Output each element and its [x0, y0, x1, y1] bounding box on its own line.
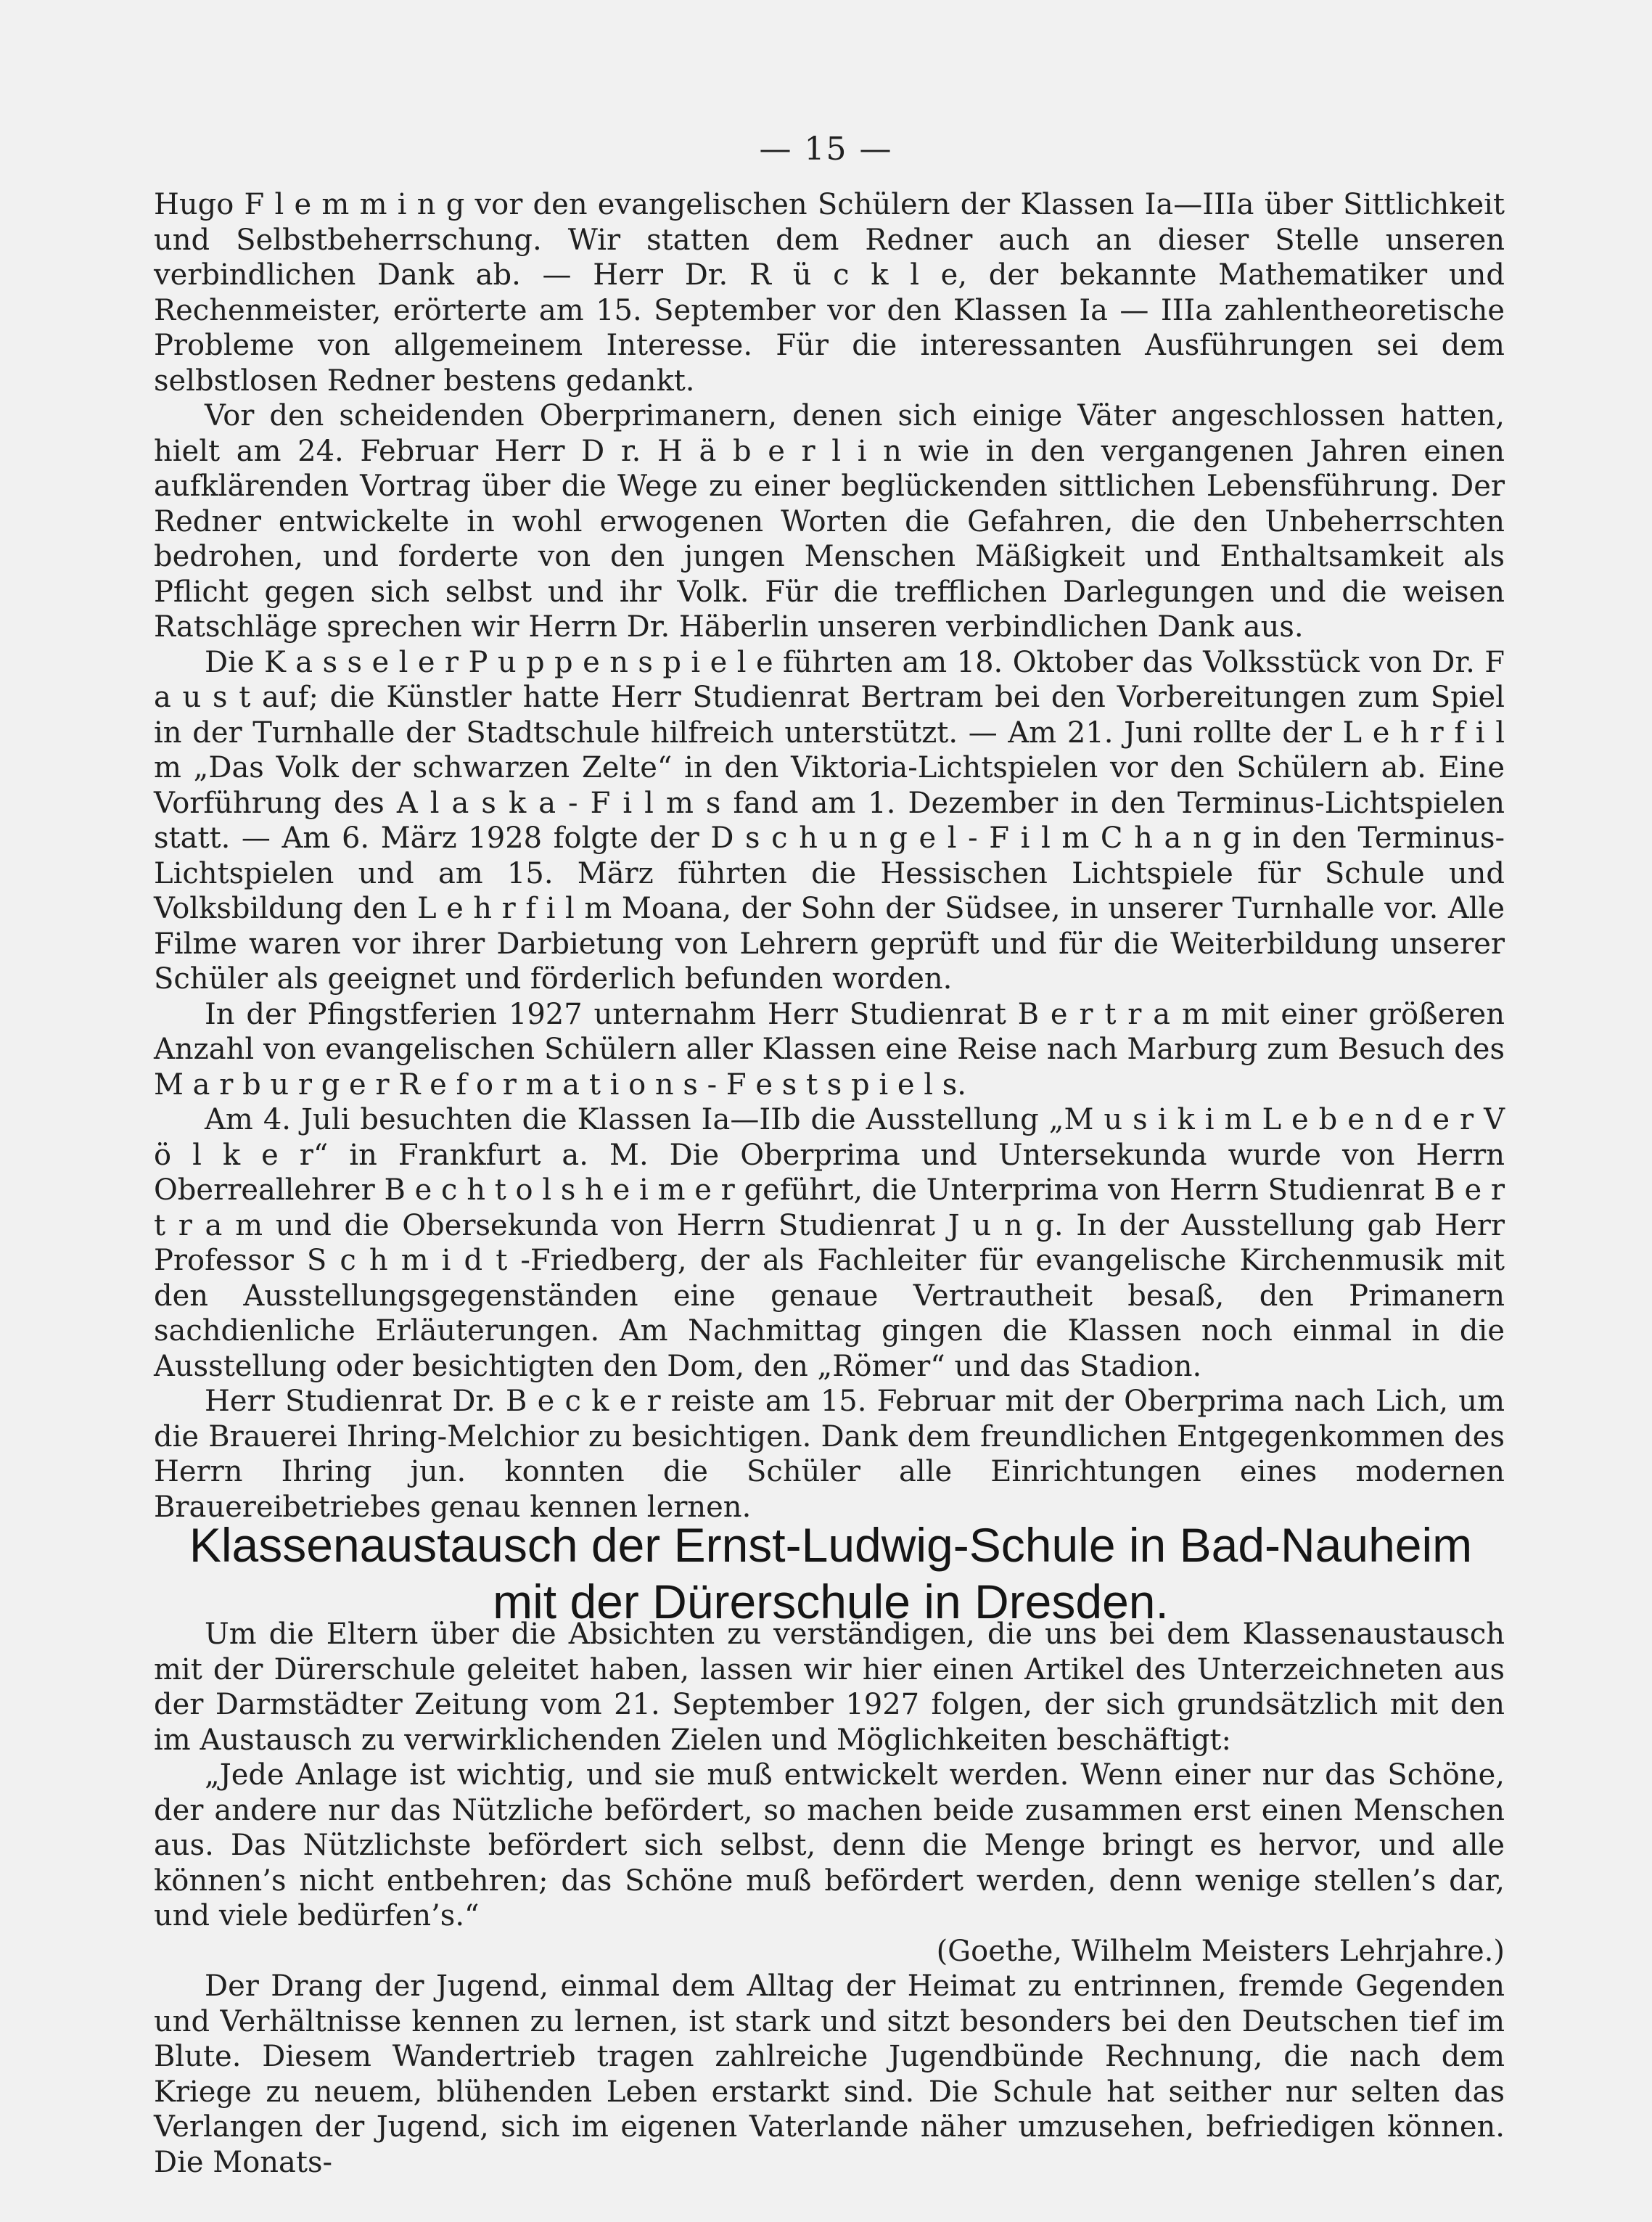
paragraph-lectures: Hugo F l e m m i n g vor den evangelischen Schülern der Klassen Ia—IIIa über Sittlichkeit und Selbstbeherrschung. Wir statten dem Redner auch an dieser Stelle unseren verbindlichen Dank ab. — Herr Dr. R ü c k l e, der bekannte Mathematiker und Rechenmeister, erörterte am 15. September vor den Klassen Ia — IIIa zahlentheoretische Probleme von allgemeinem Interesse. Für die interessanten Ausführungen sei dem selbstlosen Redner bestens gedankt. [154, 188, 1505, 398]
section-heading: Klassenaustausch der Ernst-Ludwig-Schule in Bad-Nauheim mit der Dürerschule in Dresden. [189, 1517, 1473, 1628]
section-two-text [154, 1617, 1505, 2180]
section-one-text [154, 187, 1505, 1525]
paragraph-haeberlin: Vor den scheidenden Oberprimanern, denen sich einige Väter angeschlossen hatten, hielt am 24. Februar Herr D r. H ä b e r l i n wie in den vergangenen Jahren einen aufklärenden Vortrag über die Wege zu einer beglückenden sittlichen Lebensführung. Der Redner entwickelte in wohl erwogenen Worten die Gefahren, die den Unbeherrschten bedrohen, und forderte von den jungen Menschen Mäßigkeit und Enthaltsamkeit als Pflicht gegen sich selbst und ihr Volk. Für die trefflichen Darlegungen und die weisen Ratschläge sprechen wir Herrn Dr. Häberlin unseren verbindlichen Dank aus. [154, 399, 1505, 644]
paragraph-films: Die K a s s e l e r P u p p e n s p i e l e führten am 18. Oktober das Volksstück von Dr. F a u s t auf; die Künstler hatte Herr Studienrat Bertram bei den Vorbereitungen zum Spiel in der Turnhalle der Stadtschule hilfreich unterstützt. — Am 21. Juni rollte der L e h r f i l m „Das Volk der schwarzen Zelte“ in den Viktoria-Lichtspielen vor den Schülern ab. Eine Vorführung des A l a s k a - F i l m s fand am 1. Dezember in den Terminus-Lichtspielen statt. — Am 6. März 1928 folgte der D s c h u n g e l - F i l m C h a n g in den Terminus-Lichtspielen und am 15. März führten die Hessischen Lichtspiele für Schule und Volksbildung den L e h r f i l m Moana, der Sohn der Südsee, in unserer Turnhalle vor. Alle Filme waren vor ihrer Darbietung von Lehrern geprüft und für die Weiterbildung unserer Schüler als geeignet und förderlich befunden worden. [154, 645, 1505, 996]
paragraph-brewery: Herr Studienrat Dr. B e c k e r reiste am 15. Februar mit der Oberprima nach Lich, um die Brauerei Ihring-Melchior zu besichtigen. Dank dem freundlichen Entgegenkommen des Herrn Ihring jun. konnten die Schüler alle Einrichtungen eines modernen Brauereibetriebes genau kennen lernen. [154, 1385, 1505, 1524]
paragraph-intro: Um die Eltern über die Absichten zu verständigen, die uns bei dem Klassenaustausch mit der Dürerschule geleitet haben, lassen wir hier einen Artikel des Unterzeichneten aus der Darmstädter Zeitung vom 21. September 1927 folgen, der sich grundsätzlich mit den im Austausch zu verwirklichenden Zielen und Möglichkeiten beschäftigt: [154, 1618, 1505, 1757]
paragraph-exhibition: Am 4. Juli besuchten die Klassen Ia—IIb die Ausstellung „M u s i k i m L e b e n d e r V ö l k e r“ in Frankfurt a. M. Die Oberprima und Untersekunda wurde von Herrn Oberreallehrer B e c h t o l s h e i m e r geführt, die Unterprima von Herrn Studienrat B e r t r a m und die Obersekunda von Herrn Studienrat J u n g. In der Ausstellung gab Herr Professor S c h m i d t -Friedberg, der als Fachleiter für evangelische Kirchenmusik mit den Ausstellungsgegenständen eine genaue Vertrautheit besaß, den Primanern sachdienliche Erläuterungen. Am Nachmittag gingen die Klassen noch einmal in die Ausstellung oder besichtigten den Dom, den „Römer“ und das Stadion. [154, 1103, 1505, 1383]
page-number: — 15 — [759, 131, 893, 168]
paragraph-marburg: In der Pfingstferien 1927 unternahm Herr Studienrat B e r t r a m mit einer größeren Anzahl von evangelischen Schülern aller Klassen eine Reise nach Marburg zum Besuch des M a r b u r g e r R e f o r m a t i o n s - F e s t s p i e l s. [154, 997, 1505, 1102]
paragraph-wandertrieb: Der Drang der Jugend, einmal dem Alltag der Heimat zu entrinnen, fremde Gegenden und Verhältnisse kennen zu lernen, ist stark und sitzt besonders bei den Deutschen tief im Blute. Diesem Wandertrieb tragen zahlreiche Jugendbünde Rechnung, die nach dem Kriege zu neuem, blühenden Leben erstarkt sind. Die Schule hat seither nur selten das Verlangen der Jugend, sich im eigenen Vaterlande näher umzusehen, befriedigen können. Die Monats- [154, 1969, 1505, 2179]
paragraph-goethe-quote: „Jede Anlage ist wichtig, und sie muß entwickelt werden. Wenn einer nur das Schöne, der andere nur das Nützliche befördert, so machen beide zusammen erst einen Menschen aus. Das Nützlichste befördert sich selbst, denn die Menge bringt es hervor, und alle können’s nicht entbehren; das Schöne muß befördert werden, denn wenige stellen’s dar, und viele bedürfen’s.“ [154, 1758, 1505, 1932]
quote-source: (Goethe, Wilhelm Meisters Lehrjahre.) [936, 1934, 1505, 1968]
